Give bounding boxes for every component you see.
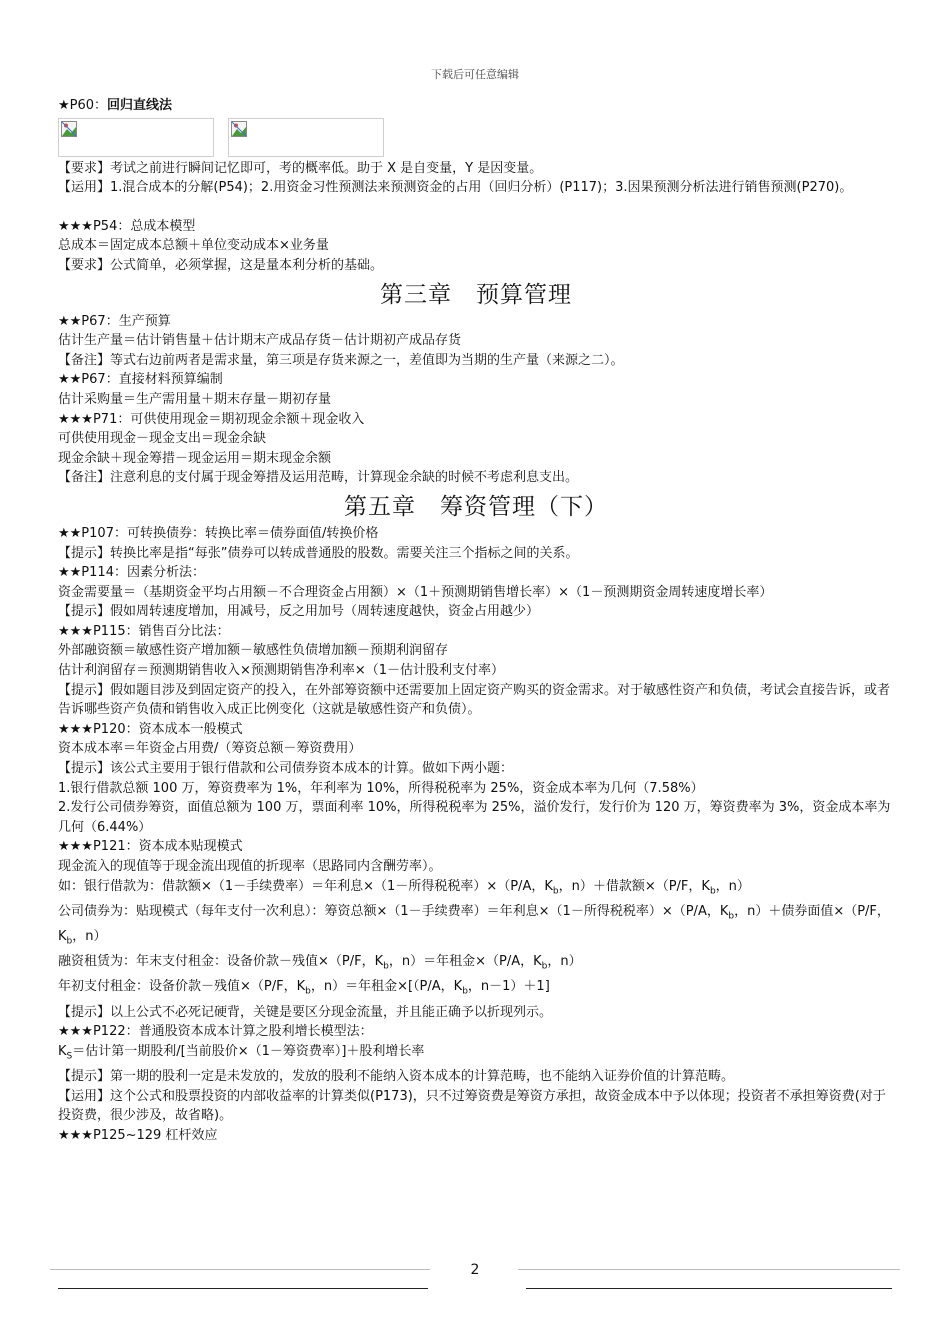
- p60-prefix: ★P60：: [58, 98, 108, 113]
- text-run: 融资租赁为：年末支付租金：设备价款－残值×（P/F，K: [58, 954, 384, 970]
- p115-tip: 【提示】假如题目涉及到固定资产的投入，在外部筹资额中还需要加上固定资产购买的资金需求。对于敏感性资产和负债，考试会直接告诉，或者告诉哪些资产负债和销售收入成正比例变化（这就是敏感性资产和负债）。: [58, 682, 891, 718]
- p120-title: ★★★P120：资本成本一般模式: [58, 721, 243, 737]
- page-number: 2: [470, 1262, 480, 1278]
- p121-line-1: 现金流入的现值等于现金流出现值的折现率（思路同内含酬劳率）。: [58, 859, 442, 874]
- p67a-formula: 估计生产量＝估计销售量＋估计期末产成品存货－估计期初产成品存货: [58, 333, 462, 349]
- p122-usage: 【运用】这个公式和股票投资的内部收益率的计算类似(P173)，只不过筹资费是筹资方承担，故资金成本中予以体现；投资者不承担筹资费(对于投资费，很少涉及，故省略)。: [58, 1088, 886, 1124]
- p60-title: [58, 96, 894, 116]
- text-run: ，n）＋借款额×（P/F，K: [558, 878, 710, 894]
- p115-formula-1: 外部融资额＝敏感性资产增加额－敏感性负债增加额－预期利润留存: [58, 643, 449, 659]
- p114-tip: 【提示】假如周转速度增加，用减号，反之用加号（周转速度越快，资金占用越少）: [58, 604, 540, 620]
- text-run: ，n）: [72, 928, 107, 944]
- p114-title: ★★P114：因素分析法：: [58, 565, 205, 581]
- subscript: b: [541, 961, 548, 972]
- p122-formula: [58, 1042, 894, 1067]
- chapter-5-title: 第五章 筹资管理（下）: [344, 493, 608, 520]
- p54-requirement: 【要求】公式简单，必须掌握，这是量本利分析的基础。: [58, 257, 384, 273]
- p67a-note: 【备注】等式右边前两者是需求量，第三项是存货来源之一，差值即为当期的生产量（来源之二）。: [58, 352, 624, 368]
- broken-image-1: [58, 118, 214, 157]
- text-run: ，n）: [715, 878, 750, 894]
- p60-requirement: 【要求】考试之前进行瞬间记忆即可，考的概率低。助于 X 是自变量，Y 是因变量。: [58, 160, 543, 176]
- p120-formula: 资本成本率＝年资金占用费/（筹资总额－筹资费用）: [58, 741, 362, 757]
- subscript: b: [462, 986, 468, 997]
- p60-bold-title: 回归直线法: [107, 98, 173, 113]
- text-run: ＝估计第一期股利/[当前股价×（1－筹资费率）]＋股利增长率: [72, 1043, 425, 1059]
- p125-title: ★★★P125~129 杠杆效应: [58, 1127, 218, 1143]
- subscript: b: [383, 961, 389, 972]
- p107-title: ★★P107：可转换债券：转换比率＝债券面值/转换价格: [58, 525, 379, 541]
- p115-formula-2: 估计利润留存＝预测期销售收入×预测期销售净利率×（1－估计股利支付率）: [58, 663, 505, 679]
- subscript: b: [552, 886, 559, 897]
- p71-line-1: 可供使用现金－现金支出＝现金余缺: [58, 431, 267, 447]
- p121-tip: 【提示】以上公式不必死记硬背，关键是要区分现金流量，并且能正确予以折现列示。: [58, 1004, 553, 1020]
- broken-image-2: [228, 118, 384, 157]
- text-run: 公司债券为：贴现模式（每年支付一次利息）：筹资总额×（1－手续费率）＝年利息×（1－所得税税率）×（P/A，K: [58, 903, 729, 919]
- p120-question-1: 1.银行借款总额 100 万，筹资费率为 1%，年利率为 10%，所得税税率为 25%，资金成本率为几何（7.58%）: [58, 780, 704, 796]
- subscript: b: [709, 886, 716, 897]
- p122-tip: 【提示】第一期的股利一定是未发放的，发放的股利不能纳入资本成本的计算范畴，也不能纳入证券价值的计算范畴。: [58, 1068, 735, 1084]
- p67b-title: ★★P67：直接材料预算编制: [58, 372, 223, 388]
- p122-title: ★★★P122：普通股资本成本计算之股利增长模型法：: [58, 1024, 373, 1040]
- p121-line-4: [58, 952, 894, 977]
- page-header: 下载后可任意编辑: [431, 68, 519, 81]
- text-run: ，n）＋债券面值×（P/F，K: [58, 903, 890, 944]
- p120-tip: 【提示】该公式主要用于银行借款和公司债券资本成本的计算。做如下两小题：: [58, 761, 514, 777]
- image-row: [58, 118, 894, 157]
- p71-title: ★★★P71：可供使用现金＝期初现金余额＋现金收入: [58, 411, 365, 427]
- text-run: ，n）＝年租金×[（P/A，K: [310, 979, 463, 995]
- footer-rule: [526, 1288, 892, 1289]
- p121-line-5: [58, 977, 894, 1002]
- subscript: b: [66, 936, 73, 947]
- p54-formula: 总成本＝固定成本总额＋单位变动成本×业务量: [58, 238, 329, 254]
- text-run: K: [58, 1043, 67, 1059]
- document-body: [58, 96, 894, 1145]
- footer-rule: [58, 1288, 428, 1289]
- p107-tip: 【提示】转换比率是指“每张”债券可以转成普通股的股数。需要关注三个指标之间的关系。: [58, 545, 579, 561]
- p121-line-3: [58, 902, 894, 952]
- p121-line-2: [58, 877, 894, 902]
- text-run: ，n）＝年租金×（P/A，K: [388, 954, 542, 970]
- p115-title: ★★★P115：销售百分比法：: [58, 623, 230, 639]
- p71-line-2: 现金余缺＋现金筹措－现金运用＝期末现金余额: [58, 450, 332, 466]
- chapter-3-title: 第三章 预算管理: [380, 281, 572, 308]
- subscript: b: [728, 911, 735, 922]
- p120-question-2: 2.发行公司债券筹资，面值总额为 100 万，票面利率 10%，所得税税率为 25%，溢价发行，发行价为 120 万，筹资费率为 3%，资金成本率为几何（6.44%）: [58, 800, 891, 835]
- p54-title: ★★★P54：总成本模型: [58, 218, 196, 234]
- text-run: 年初支付租金：设备价款－残值×（P/F，K: [58, 979, 306, 995]
- p114-formula: 资金需要量＝（基期资金平均占用额－不合理资金占用额）×（1＋预测期销售增长率）×（1－预测期资金周转速度增长率）: [58, 584, 773, 600]
- text-run: ，n－1）＋1]: [467, 979, 550, 995]
- p60-usage: 【运用】1.混合成本的分解(P54)；2.用资金习性预测法来预测资金的占用（回归分析）(P117)；3.因果预测分析法进行销售预测(P270)。: [58, 180, 853, 196]
- p67b-formula: 估计采购量＝生产需用量＋期末存量－期初存量: [58, 391, 332, 407]
- p121-title: ★★★P121：资本成本贴现模式: [58, 839, 243, 855]
- broken-image-icon: [231, 121, 247, 137]
- subscript: S: [66, 1051, 73, 1062]
- text-run: ，n）: [547, 954, 582, 970]
- p71-note: 【备注】注意利息的支付属于现金筹措及运用范畴，计算现金余缺的时候不考虑利息支出。: [58, 470, 579, 486]
- broken-image-icon: [61, 121, 77, 137]
- subscript: b: [305, 986, 311, 997]
- text-run: 如：银行借款为：借款额×（1－手续费率）＝年利息×（1－所得税税率）×（P/A，K: [58, 878, 553, 894]
- p67a-title: ★★P67：生产预算: [58, 313, 171, 329]
